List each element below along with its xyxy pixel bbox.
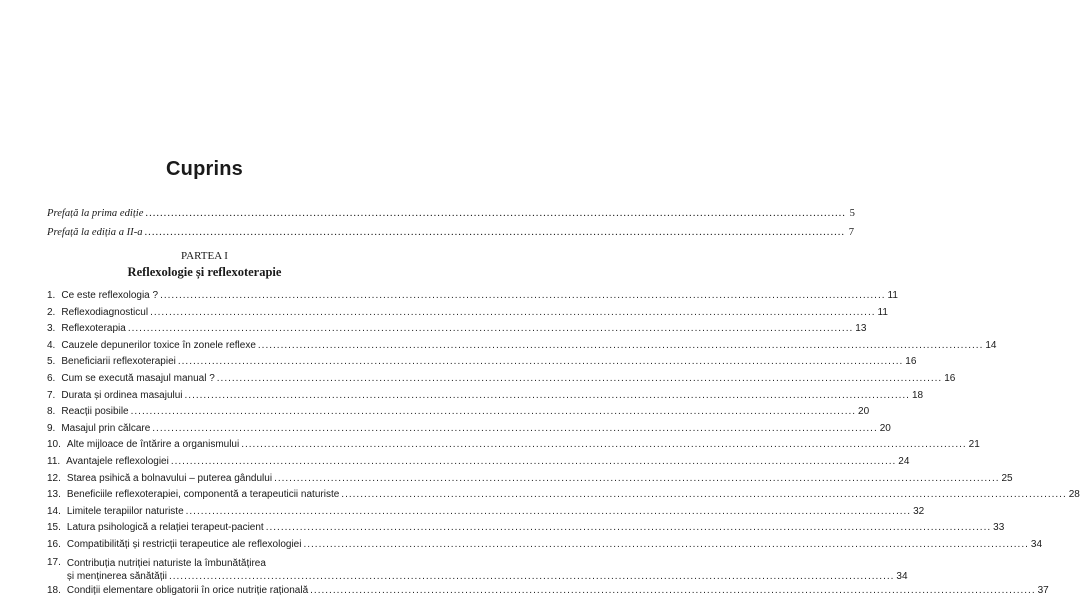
page-number: 16	[905, 356, 917, 368]
entry-number: 18.	[47, 584, 61, 596]
toc-entry[interactable]	[47, 471, 1013, 488]
page-number: 14	[985, 339, 997, 351]
entry-title: Ce este reflexologia ?	[61, 290, 159, 301]
page-number: 20	[879, 422, 891, 434]
entry-number: 10.	[47, 439, 61, 451]
entry-title: Reflexodiagnosticul	[61, 306, 149, 318]
entry-number: 3.	[47, 323, 56, 335]
dot-leader	[241, 437, 966, 454]
entry-title: Cum se execută masajul manual ?	[61, 372, 215, 384]
toc-entry[interactable]	[47, 338, 997, 355]
entry-number: 14.	[47, 505, 61, 517]
page-number: 34	[896, 570, 908, 582]
entry-title: Starea psihică a bolnavului – puterea gândului	[66, 472, 273, 484]
page-number: 16	[944, 372, 956, 384]
toc-entry[interactable]	[47, 321, 867, 338]
dot-leader	[178, 354, 903, 371]
dot-leader	[341, 487, 1066, 504]
entry-number: 1.	[47, 290, 56, 301]
entry-title-continued: și menținerea sănătății	[66, 570, 167, 582]
toc-entry[interactable]	[47, 487, 1080, 504]
toc-entry[interactable]	[47, 371, 956, 388]
page-number: 20	[858, 406, 870, 418]
toc-entry[interactable]	[47, 583, 1049, 600]
entry-number: 17.	[47, 556, 61, 568]
toc-preface-second[interactable]	[47, 226, 855, 240]
dot-leader	[152, 421, 877, 438]
entry-number: 8.	[47, 406, 56, 418]
dot-leader	[310, 583, 1035, 600]
toc-entry[interactable]	[47, 421, 891, 438]
dot-leader	[186, 504, 911, 521]
dot-leader	[171, 454, 896, 471]
entry-title: Reacții posibile	[61, 406, 129, 418]
toc-entry[interactable]	[47, 354, 917, 371]
entry-number: 13.	[47, 489, 61, 501]
toc-entry[interactable]	[47, 454, 910, 471]
toc-preface-first[interactable]	[47, 207, 855, 221]
page-number: 24	[898, 455, 910, 467]
toc-entry[interactable]	[47, 437, 980, 454]
entry-number: 6.	[47, 372, 56, 384]
dot-leader	[145, 207, 846, 221]
dot-leader	[258, 338, 983, 355]
entry-number: 11.	[47, 455, 61, 467]
entry-title: Beneficiarii reflexoterapiei	[61, 356, 176, 368]
dot-leader	[274, 471, 999, 488]
page-number: 25	[1001, 472, 1013, 484]
page-number: 13	[855, 323, 867, 335]
entry-title: Compatibilități și restricții terapeutice ale reflexologiei	[66, 538, 302, 550]
page-number: 11	[887, 290, 898, 301]
entry-title: Reflexoterapia	[61, 323, 126, 335]
page-number: 34	[1030, 538, 1043, 550]
entry-title: Contribuția nutriției naturiste la îmbunătățirea	[66, 557, 266, 569]
dot-leader	[128, 321, 853, 338]
dot-leader	[303, 537, 1028, 554]
entry-number: 2.	[47, 306, 56, 318]
entry-number: 5.	[47, 356, 56, 368]
dot-leader	[150, 305, 875, 322]
part-title: Reflexologie și reflexoterapie	[127, 265, 282, 279]
dot-leader	[145, 226, 846, 240]
page-number: 33	[993, 522, 1005, 534]
entry-title: Alte mijloace de întărire a organismului	[66, 439, 240, 451]
entry-number: 15.	[47, 522, 61, 534]
toc-entry[interactable]	[47, 537, 1043, 554]
toc-entry[interactable]	[47, 404, 870, 421]
entry-title: Durata și ordinea masajului	[61, 389, 183, 401]
toc-entry[interactable]	[47, 388, 924, 405]
entry-title: Latura psihologică a relației terapeut-pacient	[66, 522, 264, 534]
page-number: 5	[849, 208, 855, 219]
page-number: 37	[1037, 584, 1049, 596]
toc-entry[interactable]	[47, 305, 888, 322]
entry-title: Beneficiile reflexoterapiei, componentă a terapeuticii naturiste	[66, 489, 340, 501]
part-label: PARTEA I	[181, 250, 228, 262]
page-number: 28	[1068, 489, 1080, 501]
dot-leader	[131, 404, 856, 421]
entry-number: 7.	[47, 389, 56, 401]
toc-entry[interactable]	[47, 504, 925, 521]
entry-title: Condiții elementare obligatorii în orice nutriție rațională	[66, 584, 309, 596]
page-number: 21	[968, 439, 980, 451]
dot-leader	[185, 388, 910, 405]
entry-number: 12.	[47, 472, 61, 484]
toc-entry[interactable]	[47, 288, 898, 305]
dot-leader	[217, 371, 942, 388]
entry-title: Limitele terapiilor naturiste	[66, 505, 184, 517]
entry-number: 16.	[47, 538, 61, 550]
page-number: 7	[848, 227, 855, 238]
toc-entry[interactable]	[47, 554, 908, 583]
dot-leader	[169, 570, 894, 583]
page-number: 32	[913, 505, 925, 517]
entry-title: Masajul prin călcare	[61, 422, 151, 434]
page-number: 18	[911, 389, 924, 401]
page-title: Cuprins	[166, 158, 243, 180]
entry-number: 4.	[47, 339, 56, 351]
toc-entry[interactable]	[47, 520, 1005, 537]
entry-number: 9.	[47, 422, 56, 434]
preface-label: Prefață la ediția a II-a	[47, 227, 143, 238]
dot-leader	[160, 288, 885, 305]
entry-title: Avantajele reflexologiei	[66, 455, 169, 467]
page-number: 11	[877, 306, 888, 318]
entry-title: Cauzele depunerilor toxice în zonele reflexe	[61, 339, 256, 351]
toc-list	[47, 288, 1080, 599]
dot-leader	[266, 520, 991, 537]
preface-label: Prefață la prima ediție	[47, 208, 144, 219]
